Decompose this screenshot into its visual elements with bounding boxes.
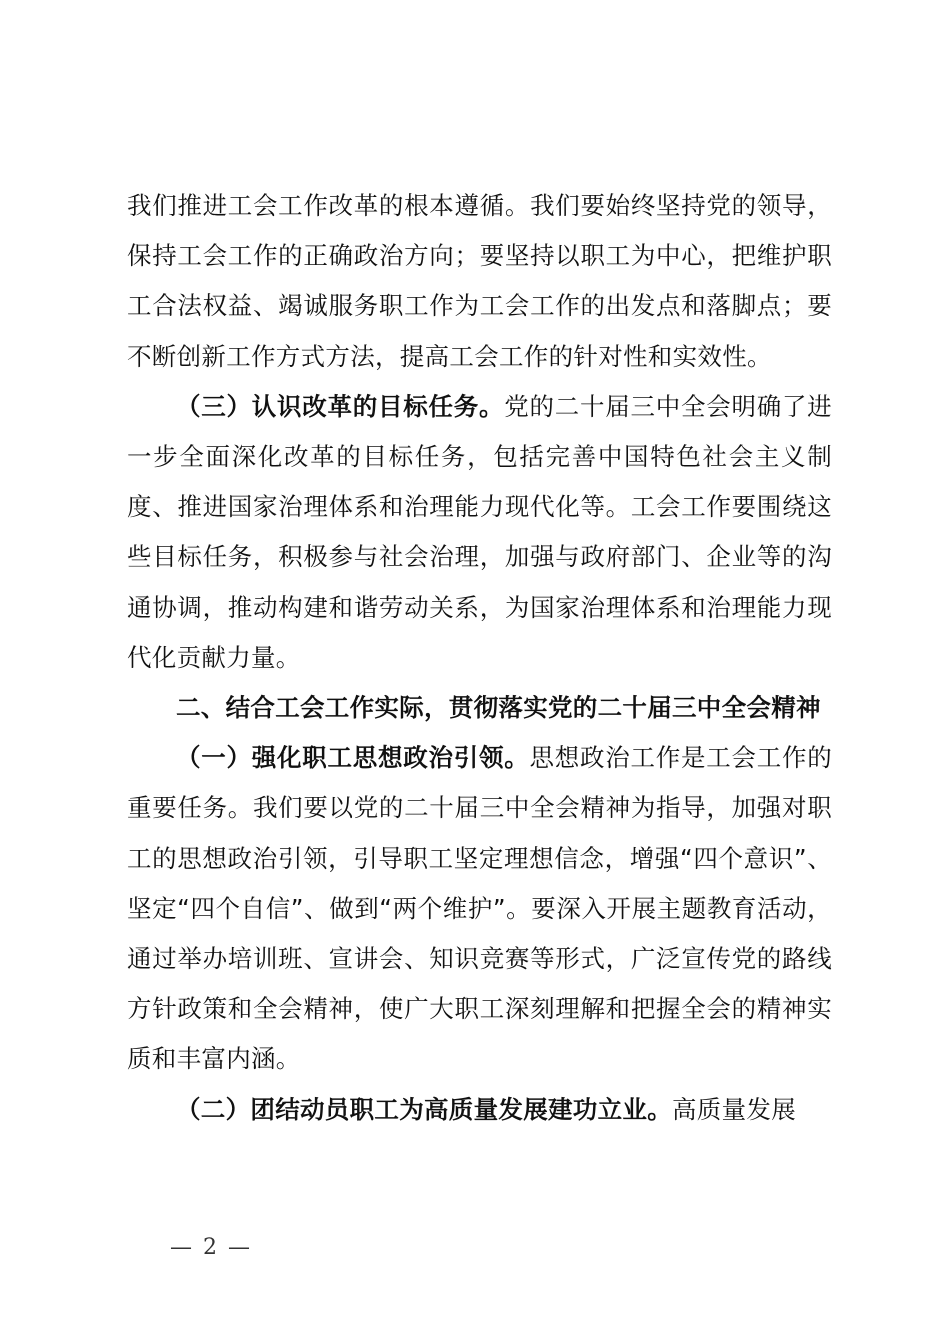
paragraph-continuation <box>127 181 832 382</box>
heading-text: 二、结合工会工作实际，贯彻落实党的二十届三中全会精神 <box>176 693 821 723</box>
paragraph-lead: （二）团结动员职工为高质量发展建功立业。 <box>176 1094 672 1124</box>
paragraph-lead: （三）认识改革的目标任务。 <box>176 391 505 421</box>
paragraph-lead: （一）强化职工思想政治引领。 <box>176 743 530 773</box>
paragraph-item-1 <box>127 733 832 1084</box>
paragraph-body: 党的二十届三中全会明确了进一步全面深化改革的目标任务，包括完善中国特色社会主义制度、推进国家治理体系和治理能力现代化等。工会工作要围绕这些目标任务，积极参与社会治理，加强与政府部门、企业等的沟通协调，推动构建和谐劳动关系，为国家治理体系和治理能力现代化贡献力量。 <box>127 391 832 672</box>
paragraph-body: 高质量发展 <box>672 1094 796 1124</box>
paragraph-item-2 <box>127 1085 832 1135</box>
paragraph-section-3 <box>127 382 832 683</box>
paragraph-body: 思想政治工作是工会工作的重要任务。我们要以党的二十届三中全会精神为指导，加强对职工的思想政治引领，引导职工坚定理想信念，增强“四个意识”、坚定“四个自信”、做到“两个维护”。要深入开展主题教育活动，通过举办培训班、宣讲会、知识竞赛等形式，广泛宣传党的路线方针政策和全会精神，使广大职工深刻理解和把握全会的精神实质和丰富内涵。 <box>127 743 832 1074</box>
paragraph-body: 我们推进工会工作改革的根本遵循。我们要始终坚持党的领导，保持工会工作的正确政治方向；要坚持以职工为中心，把维护职工合法权益、竭诚服务职工作为工会工作的出发点和落脚点；要不断创新工作方式方法，提高工会工作的针对性和实效性。 <box>127 191 832 371</box>
document-body <box>127 181 832 1135</box>
section-heading-2 <box>127 683 832 733</box>
page-number: — 2 — <box>170 1235 252 1260</box>
